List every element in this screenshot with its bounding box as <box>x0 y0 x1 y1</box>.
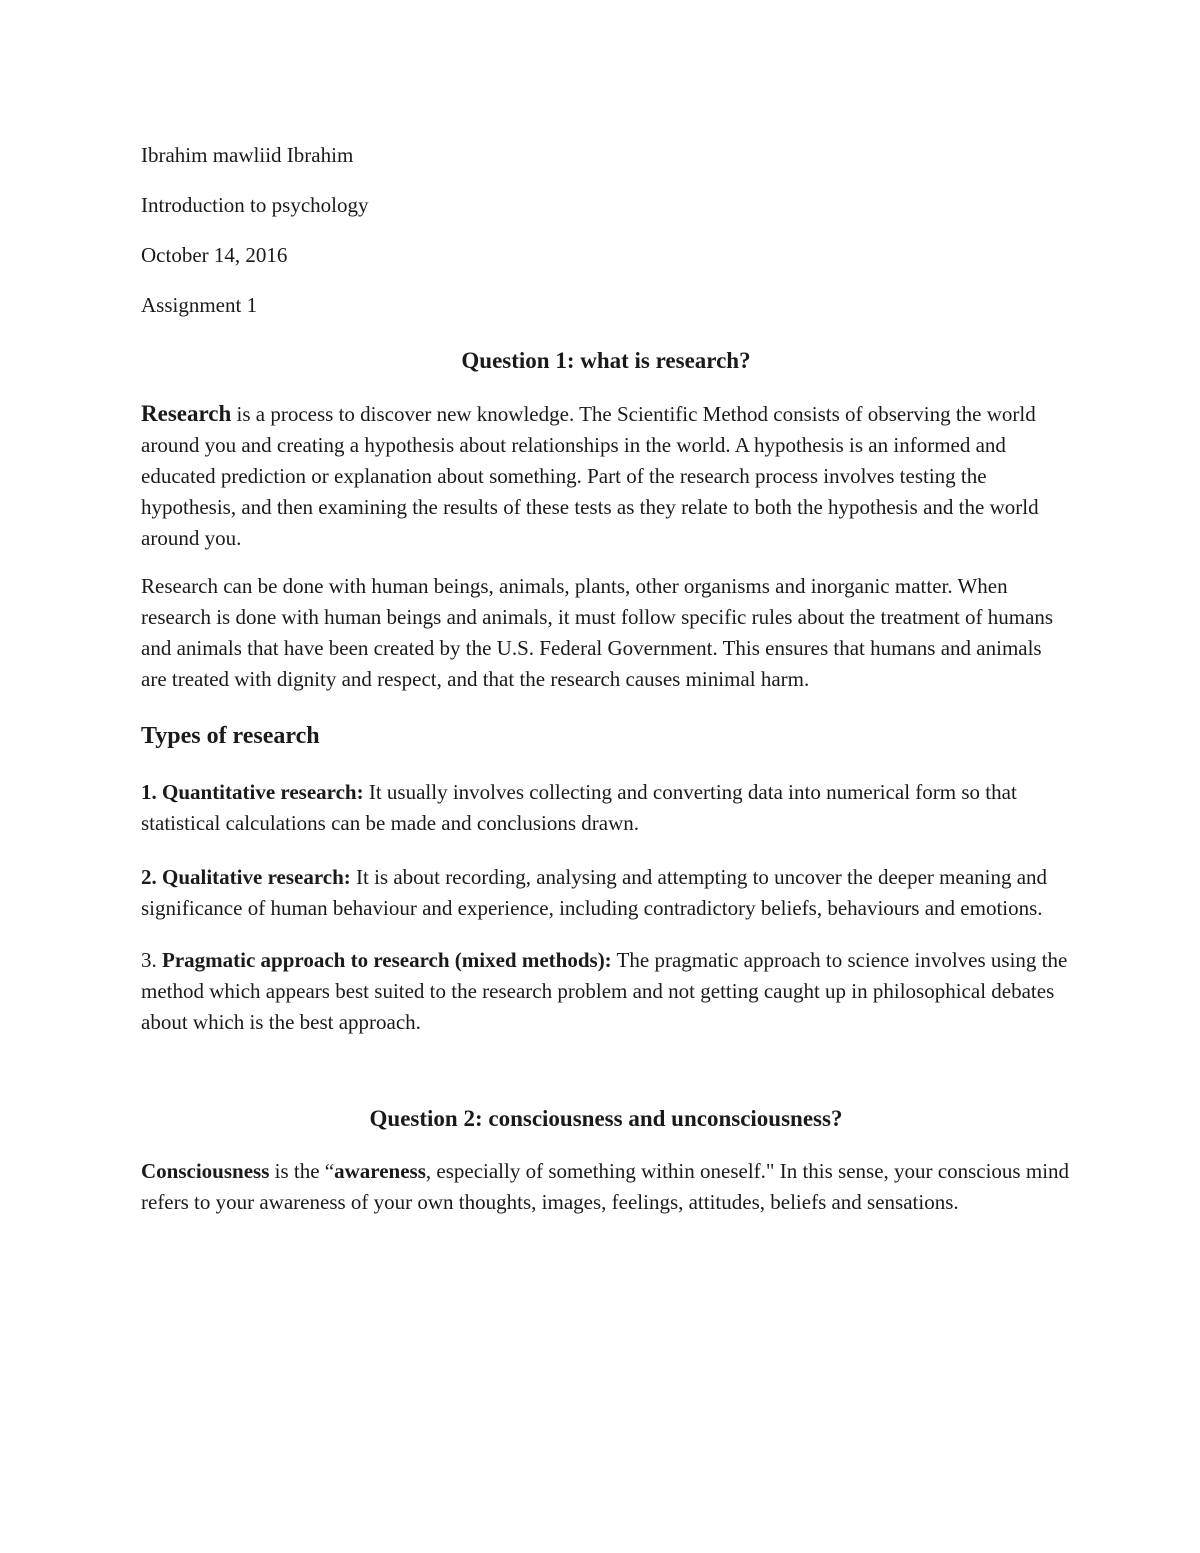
awareness-term: awareness <box>334 1159 426 1183</box>
document-page <box>141 140 1071 1218</box>
research-subjects-paragraph: Research can be done with human beings, animals, plants, other organisms and inorganic matter. When research is done with human beings and animals, it must follow specific rules about the treatment of humans and animals that have been created by the U.S. Federal Government. This ensures that humans and animals are treated with dignity and respect, and that the research causes minimal harm. <box>141 574 1054 691</box>
item-text: It is about recording, analysing and attempting to uncover the deeper meaning and significance of human behaviour and experience, including contradictory beliefs, behaviours and emotions. <box>141 865 1048 920</box>
item-number: 2. <box>141 865 157 889</box>
consciousness-paragraph <box>141 1156 1071 1218</box>
consciousness-text-b: , especially of something within oneself." In this sense, your conscious mind refers to your awareness of your own thoughts, images, feelings, attitudes, beliefs and sensations. <box>141 1159 1070 1214</box>
research-type-item <box>141 862 1071 924</box>
question-2-title: Question 2: consciousness and unconsciousness? <box>369 1106 843 1131</box>
question-1-title: Question 1: what is research? <box>461 348 751 373</box>
consciousness-term: Consciousness <box>141 1159 270 1183</box>
item-term: Pragmatic approach to research (mixed methods): <box>156 948 612 972</box>
item-term: Qualitative research: <box>156 865 351 889</box>
research-definition-text: is a process to discover new knowledge. The Scientific Method consists of observing the world around you and creating a hypothesis about relationships in the world. A hypothesis is an informed and educated prediction or explanation about something. Part of the research process involves testing the hypothesis, and then examining the results of these tests as they relate to both the hypothesis and the world around you. <box>141 402 1039 550</box>
item-number: 3. <box>141 948 157 972</box>
item-text: It usually involves collecting and converting data into numerical form so that statistical calculations can be made and conclusions drawn. <box>141 780 1017 835</box>
research-definition-paragraph <box>141 398 1071 554</box>
research-term: Research <box>141 401 232 426</box>
consciousness-text-a: is the “ <box>269 1159 335 1183</box>
research-type-item <box>141 945 1071 1038</box>
assignment-label: Assignment 1 <box>141 293 258 317</box>
course-name: Introduction to psychology <box>141 193 369 217</box>
research-type-item <box>141 777 1071 839</box>
document-date: October 14, 2016 <box>141 243 288 267</box>
item-term: Quantitative research: <box>156 780 364 804</box>
item-number: 1. <box>141 780 157 804</box>
author-name: Ibrahim mawliid Ibrahim <box>141 143 354 167</box>
types-of-research-heading: Types of research <box>141 723 320 749</box>
item-text: The pragmatic approach to science involves using the method which appears best suited to the research problem and not getting caught up in philosophical debates about which is the best approach. <box>141 948 1068 1034</box>
